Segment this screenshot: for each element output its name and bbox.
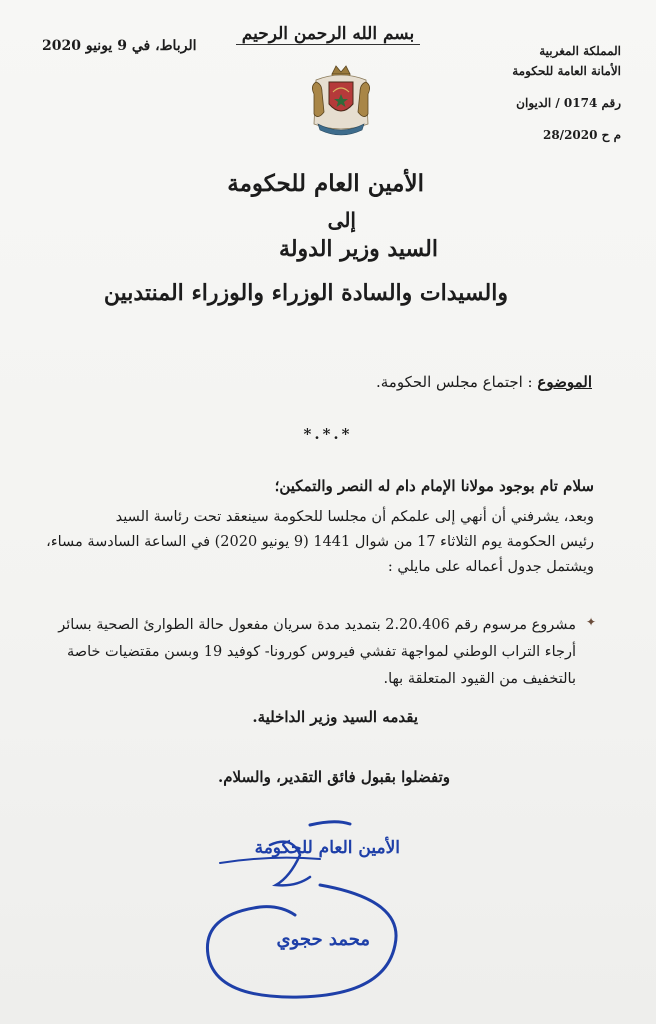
bullet-icon: ✦ (585, 615, 596, 629)
agenda-item: مشروع مرسوم رقم 2.20.406 بتمديد مدة سريان مفعول حالة الطوارئ الصحية بسائر أرجاء التراب الوطني لمواجهة تفشي فيروس كورونا- كوفيد 19 وبسن مقتضيات خاصة بالتخفيف من القيود المتعلقة بها. (58, 617, 576, 687)
subject-text: : اجتماع مجلس الحكومة. (375, 373, 533, 391)
body-paragraph (46, 505, 594, 580)
subject-line (376, 373, 592, 391)
moroccan-coat-of-arms-icon (308, 64, 374, 138)
basmala-header: بسم الله الرحمن الرحيم (0, 24, 656, 44)
place-date: الرباط، في 9 يونيو 2020 (42, 38, 197, 54)
signature-name: محمد حجوي (276, 929, 370, 950)
reference-number: رقم 0174 / الديوان (516, 96, 621, 110)
to-label: إلى (327, 208, 356, 232)
issuer-line-2: الأمانة العامة للحكومة (512, 64, 621, 78)
paragraph-line: رئيس الحكومة يوم الثلاثاء 17 من شوال 1441 (9 يونيو 2020) في الساعة السادسة مساء، (46, 534, 594, 550)
closing-line: وتفضلوا بقبول فائق التقدير، والسلام. (218, 768, 450, 786)
recipient-line-1: السيد وزير الدولة (279, 236, 438, 262)
separator: *.*.* (303, 425, 353, 443)
recipient-line-2: والسيدات والسادة الوزراء والوزراء المنتدبين (103, 280, 508, 306)
subject-label: الموضوع (537, 373, 592, 391)
salutation: سلام تام بوجود مولانا الإمام دام له النصر والتمكين؛ (274, 477, 594, 495)
attachments-reference: م ح 28/2020 (542, 128, 621, 142)
issuer-line-1: المملكة المغربية (539, 44, 621, 58)
signature-stamp (200, 815, 415, 1005)
signature-title: الأمين العام للحكومة (254, 838, 400, 858)
presenter-line: يقدمه السيد وزير الداخلية. (252, 708, 418, 726)
sender-title: الأمين العام للحكومة (227, 170, 424, 197)
paragraph-line: وبعد، يشرفني أن أنهي إلى علمكم أن مجلسا للحكومة سينعقد تحت رئاسة السيد (115, 509, 594, 525)
paragraph-line: ويشتمل جدول أعماله على مايلي : (387, 559, 594, 575)
